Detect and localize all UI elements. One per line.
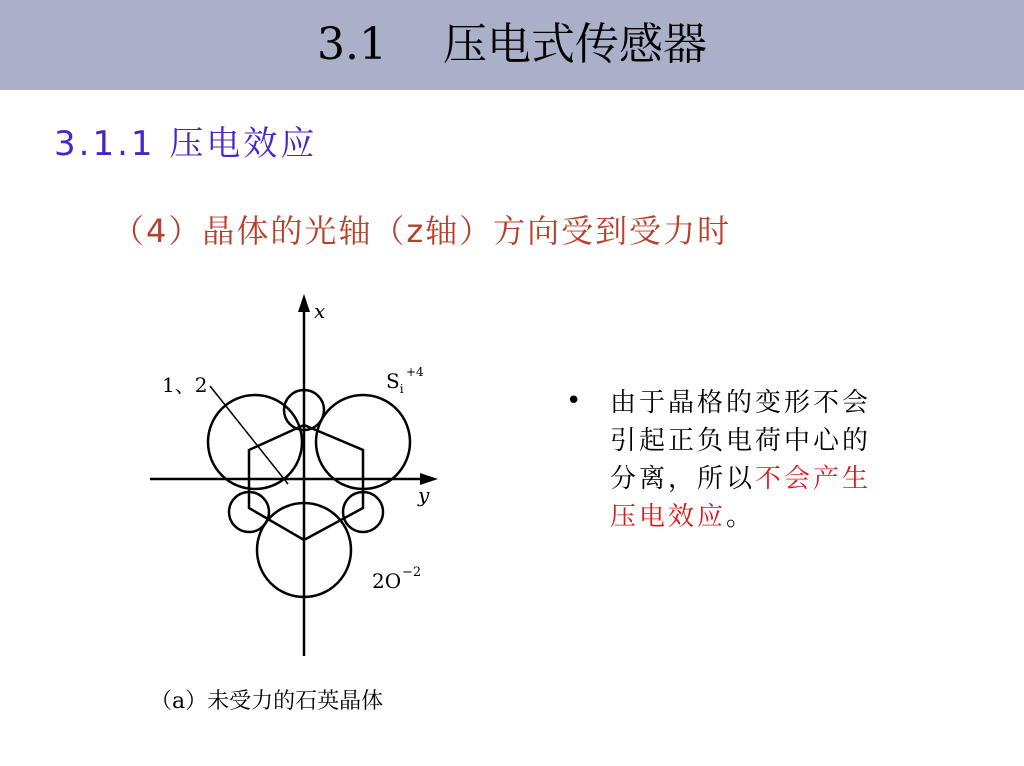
bullet-marker: • — [566, 386, 582, 416]
si-charge-label: +4 — [406, 365, 424, 379]
atom-label-1-2: 1、2 — [162, 373, 208, 397]
bullet-text-normal: 由于晶格的变形不会引起正负电荷中心的分离，所以 — [610, 388, 872, 494]
si-label: $S_i$ — [386, 369, 404, 396]
quartz-crystal-diagram — [140, 288, 440, 660]
x-axis-arrow — [298, 294, 310, 312]
bullet-text — [610, 384, 882, 536]
o-charge-label: −2 — [402, 565, 422, 580]
slide-title: 3.1 压电式传感器 — [317, 19, 707, 70]
o-label: 2O — [372, 569, 402, 593]
subheading: （4）晶体的光轴（z轴）方向受到受力时 — [112, 212, 732, 250]
bullet-text-highlight: 不会产生压电效应 — [610, 464, 872, 532]
bullet-text-end: 。 — [726, 502, 756, 532]
x-axis-label: x — [314, 299, 326, 323]
figure-caption: （a）未受力的石英晶体 — [150, 689, 384, 714]
section-title: 3.1.1 压电效应 — [54, 124, 318, 164]
y-axis-label: y — [418, 483, 430, 507]
